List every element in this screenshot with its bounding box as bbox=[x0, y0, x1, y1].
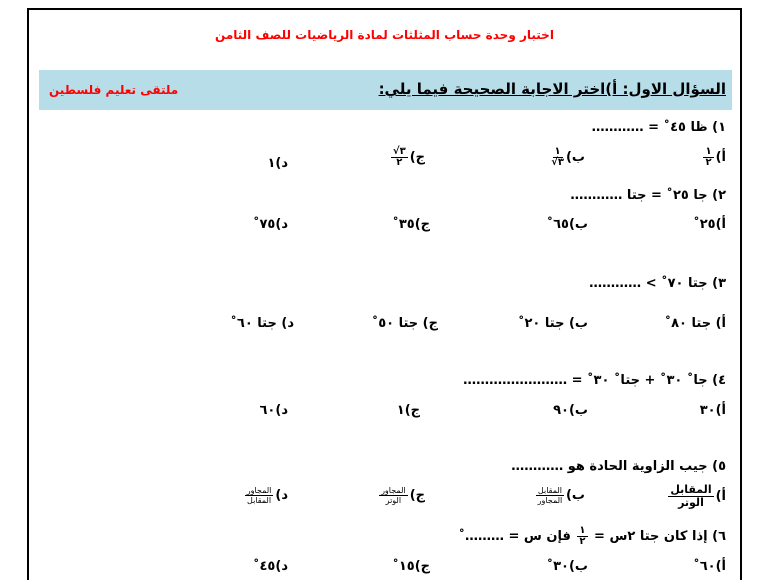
denominator: المقابل bbox=[247, 496, 272, 505]
fraction bbox=[391, 147, 408, 168]
numerator: ١ bbox=[579, 525, 586, 536]
q5-option-c bbox=[377, 486, 425, 505]
numerator: المقابل bbox=[670, 483, 712, 496]
q3-option-d: د) جتا ٦٠˚ bbox=[230, 316, 294, 331]
option-label: ب) bbox=[565, 150, 585, 165]
q6-option-b: ب)٣٠˚ bbox=[546, 559, 588, 574]
numerator: ١ bbox=[554, 146, 561, 157]
question-heading: السؤال الاول: أ)اختر الاجابة الصحيحة فيما يلي: bbox=[378, 80, 726, 98]
q6-option-a: أ)٦٠˚ bbox=[693, 559, 726, 574]
q3-option-b: ب) جتا ٢٠˚ bbox=[518, 316, 588, 331]
q4-option-c: ج)١ bbox=[396, 403, 420, 418]
numerator: ١ bbox=[705, 146, 712, 157]
fraction bbox=[703, 147, 713, 168]
q5-option-b bbox=[534, 486, 585, 505]
q1-option-d: د)١ bbox=[267, 156, 288, 171]
numerator: المقابل bbox=[537, 486, 562, 495]
option-label: أ) bbox=[715, 150, 726, 165]
q3-option-c: ج) جتا ٥٠˚ bbox=[371, 316, 438, 331]
q2-option-b: ب)٦٥˚ bbox=[546, 217, 588, 232]
denominator: المجاور bbox=[537, 496, 563, 505]
option-label: ج) bbox=[409, 488, 425, 503]
exam-title: اختبار وحدة حساب المثلثات لمادة الرياضيات للصف الثامن bbox=[215, 28, 554, 42]
fraction bbox=[536, 486, 564, 505]
fraction bbox=[577, 526, 587, 547]
fraction bbox=[379, 486, 408, 505]
q2-option-a: أ)٢٥˚ bbox=[693, 217, 726, 232]
numerator: المجاور bbox=[246, 486, 272, 495]
site-name: ملتقى تعليم فلسطين bbox=[49, 83, 179, 97]
document-page bbox=[27, 8, 742, 580]
q1-option-a bbox=[701, 147, 726, 168]
q6-option-c: ج)١٥˚ bbox=[392, 559, 430, 574]
numerator: المجاور bbox=[381, 486, 406, 495]
denominator: ٢ bbox=[579, 536, 586, 547]
q4-option-d: د)٦٠ bbox=[259, 403, 288, 418]
question-6-suffix: فإن س = ………˚ bbox=[458, 529, 571, 544]
question-6-prefix: ٦) إذا كان جتا ٢س = bbox=[594, 529, 726, 544]
denominator: الوتر bbox=[385, 496, 402, 505]
option-label: د) bbox=[275, 488, 288, 503]
q2-option-c: ج)٣٥˚ bbox=[392, 217, 430, 232]
question-5: ٥) جيب الزاوية الحادة هو ………… bbox=[511, 459, 726, 474]
option-label: أ) bbox=[715, 489, 726, 504]
q5-option-d bbox=[243, 486, 288, 505]
denominator: ٢ bbox=[396, 157, 403, 168]
question-6 bbox=[458, 526, 726, 547]
fraction bbox=[551, 147, 564, 168]
q2-option-d: د)٧٥˚ bbox=[253, 217, 288, 232]
denominator: الوتر bbox=[678, 496, 704, 509]
question-2: ٢) جا ٢٥˚ = جتا ………… bbox=[570, 188, 726, 203]
denominator: ٢ bbox=[705, 157, 712, 168]
question-1: ١) ظا ٤٥˚ = ………… bbox=[591, 120, 726, 135]
option-label: ب) bbox=[565, 488, 585, 503]
q1-option-b bbox=[549, 147, 585, 168]
fraction bbox=[668, 484, 713, 509]
numerator: ٣√ bbox=[392, 146, 406, 157]
question-3: ٣) جتا ٧٠˚ > ………… bbox=[589, 276, 726, 291]
denominator: ٣√ bbox=[551, 157, 564, 168]
question-4: ٤) جا˚ ٣٠˚ + جتا˚ ٣٠˚ = …………………… bbox=[463, 373, 726, 388]
q5-option-a bbox=[666, 484, 726, 509]
q4-option-b: ب)٩٠ bbox=[553, 403, 588, 418]
q1-option-c bbox=[389, 147, 425, 168]
q6-option-d: د)٤٥˚ bbox=[253, 559, 288, 574]
q4-option-a: أ)٣٠ bbox=[699, 403, 726, 418]
q3-option-a: أ) جتا ٨٠˚ bbox=[664, 316, 726, 331]
option-label: ج) bbox=[409, 150, 425, 165]
fraction bbox=[245, 486, 274, 505]
